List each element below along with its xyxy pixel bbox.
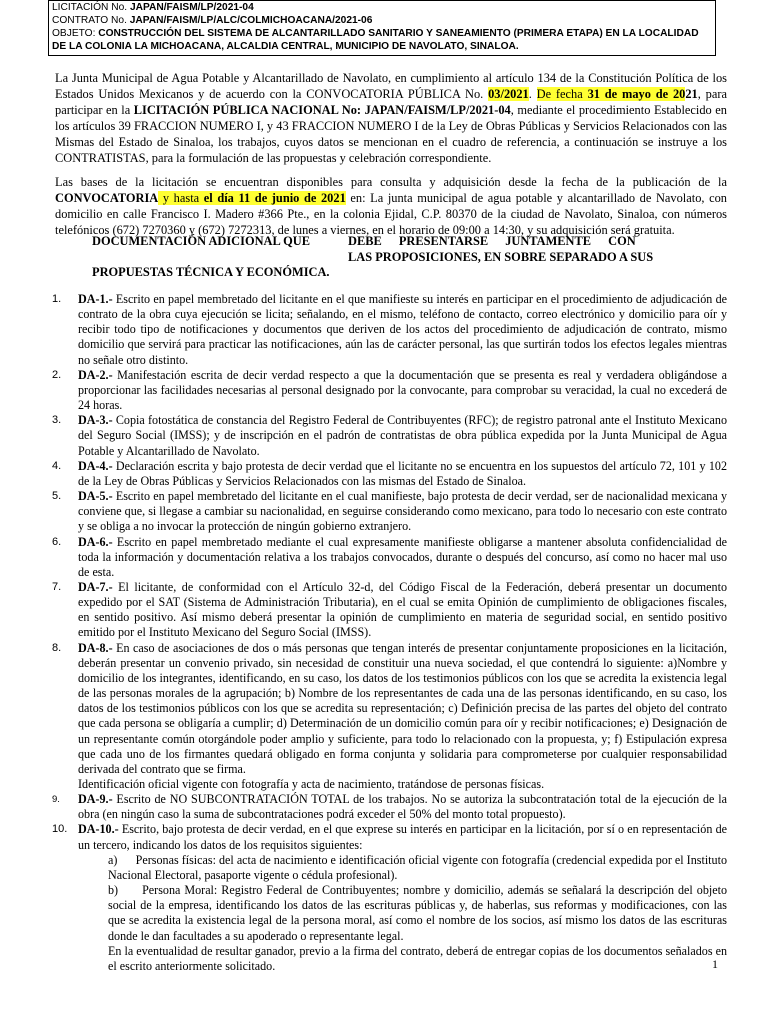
- hasta-text: y hasta: [158, 191, 204, 205]
- header-licitacion-label: LICITACIÓN No.: [52, 2, 128, 13]
- header-licitacion: [52, 1, 712, 14]
- bases-text-1: Las bases de la licitación se encuentran disponibles para consulta y adquisición desde la fecha de la publicación de la: [55, 175, 727, 189]
- item-text: Manifestación escrita de decir verdad respecto a que la documentación que se presenta es real y verdadera obligándose a proporcionar las facilidades necesarias al personal designado por la convocante, para comprobar su veracidad, la cual no excederá de 24 horas.: [78, 367, 727, 413]
- item-text: Escrito en papel membretado mediante el cual expresamente manifieste obligarse a mantener absoluta confidencialidad de toda la información y documentación relativa a los trabajos convocados, durante o después del concurso, así como no hacer mal uso de esta.: [78, 534, 727, 579]
- list-item: [52, 368, 727, 413]
- item-code: DA-1.-: [78, 292, 113, 306]
- item-number: 7.: [52, 580, 62, 593]
- list-item: [52, 641, 727, 793]
- item-text: Escrito en papel membretado del licitante en el cual manifieste, bajo protesta de decir verdad, ser de nacionalidad mexicana y conviene que, si llegase a cambiar su nacionalidad, en seguirse considerando como mexicano, para todo lo necesario con este contrato y se obliga a no invocar la protección de ningún gobierno extranjero.: [78, 489, 727, 534]
- deadline-date: el día 11 de junio de 2021: [203, 191, 346, 205]
- header-licitacion-value: JAPAN/FAISM/LP/2021-04: [129, 2, 254, 13]
- header-contrato-value: JAPAN/FAISM/LP/ALC/COLMICHOACANA/2021-06: [129, 15, 373, 26]
- item-code: DA-7.-: [78, 579, 113, 594]
- doc-adicional-right-2: LAS PROPOSICIONES, EN SOBRE SEPARADO A SUS: [348, 250, 654, 264]
- list-item: [52, 459, 727, 489]
- item-text: Escrito, bajo protesta de decir verdad, en el que exprese su interés en participar en la licitación, por sí o en representación de un tercero, indicando los datos de los requisitos siguientes:: [78, 822, 727, 852]
- bases-text-2: en: La junta municipal de agua potable y alcantarillado de Navolato, con domicilio en calle Francisco I. Madero #366 Pte., en la colonia Ejidal, C.P. 80370 de la ciudad de Navolato, Sinaloa, con números telefónicos (672) 7270360 y (672) 7272313, de lunes a viernes, en el horario de 09:00 a 14:30, y su adquisición será gratuita.: [55, 191, 727, 237]
- item-code: DA-8.-: [78, 640, 113, 655]
- item-number: 10.: [52, 823, 68, 836]
- item-text: Escrito en papel membretado del licitante en el que manifieste su interés en participar en el procedimiento de adjudicación de contrato de la obra cuya ejecución se licita; señalando, en el mismo, teléfono de contacto, correo electrónico y domicilio para oír y recibir todo tipo de notificaciones y documentos que deriven de los actos del procedimiento de adjudicación de contrato, mismo domicilio que servirá para practicar las notificaciones, aún las de carácter personal, las que surtirán todos los efectos legales mientras no señale otro distinto.: [78, 292, 727, 367]
- item-number: 1.: [52, 293, 62, 305]
- intro-text-3: , para participar en la: [55, 87, 727, 117]
- doc-adicional-left: DOCUMENTACIÓN ADICIONAL QUE: [92, 234, 311, 248]
- item-number: 8.: [52, 641, 62, 654]
- list-item: [52, 413, 727, 458]
- item-number: 5.: [52, 490, 62, 503]
- item-text: Declaración escrita y bajo protesta de decir verdad que el licitante no se encuentra en los supuestos del artículo 72, 101 y 102 de la Ley de Obras Públicas y Servicios Relacionados con las mismas del Estado de Sinaloa.: [78, 458, 727, 488]
- item-number: 9.: [52, 794, 60, 806]
- item-code: DA-3.-: [78, 413, 113, 428]
- doc-adicional-left-2: PROPUESTAS TÉCNICA Y ECONÓMICA.: [92, 265, 330, 279]
- item-code: DA-2.-: [78, 367, 113, 382]
- item10-sub-c: En la eventualidad de resultar ganador, previo a la firma del contrato, deberá de entregar copias de los documentos señalados en el escrito anteriormente solicitado.: [108, 943, 727, 973]
- intro-paragraph: [55, 70, 727, 166]
- item-number: 6.: [52, 535, 62, 548]
- list-item: [52, 792, 727, 822]
- item-code: DA-5.-: [78, 489, 113, 504]
- doc-adicional-right-1: DEBE PRESENTARSE JUNTAMENTE CON: [348, 234, 636, 248]
- list-item: [52, 535, 727, 580]
- item-code: DA-6.-: [78, 534, 113, 549]
- requirements-list: [52, 292, 727, 974]
- item-number: 3.: [52, 414, 62, 427]
- list-item: [52, 580, 727, 641]
- fecha-prefix: De fecha: [536, 87, 588, 101]
- header-contrato-label: CONTRATO No.: [52, 15, 127, 26]
- item-number: 2.: [52, 368, 62, 381]
- header-contrato: [52, 14, 712, 27]
- item-text: Copia fotostática de constancia del Registro Federal de Contribuyentes (RFC); de registro patronal ante el Instituto Mexicano del Seguro Social (IMSS); y de inscripción en el padrón de contratistas de obra pública expedida por la Junta Municipal de Agua Potable y Alcantarillado de Navolato.: [78, 413, 727, 458]
- item-code: DA-4.-: [78, 458, 113, 473]
- intro-text-1: La Junta Municipal de Agua Potable y Alcantarillado de Navolato, en cumplimiento al artículo 134 de la Constitución Política de los Estados Unidos Mexicanos y de acuerdo con la CONVOCATORIA PÚBLICA No.: [55, 71, 727, 101]
- header-box: [48, 0, 716, 56]
- header-objeto: [52, 27, 712, 53]
- fecha-date: 31 de mayo de 20: [587, 87, 686, 101]
- bases-paragraph: [55, 174, 727, 238]
- list-item: [52, 292, 727, 368]
- list-item: [52, 822, 727, 974]
- convocatoria-number: 03/2021: [488, 87, 529, 101]
- item-text: En caso de asociaciones de dos o más personas que tengan interés de presentar conjuntamente proposiciones en la licitación, deberán presentar un convenio privado, sin necesidad de constituir una nueva sociedad, el que contendrá lo siguiente: a)Nombre y domicilio de los integrantes, identificando, en su caso, los datos de los testimonios públicos con los que se acredita la existencia legal de las personas morales de la agrupación; b) Nombre de los representantes de cada una de las personas identificando, en su caso, los datos de los testimonios públicos con los que se acredita su representación; c) Definición precisa de las partes del objeto del contrato que cada persona se obligaría a cumplir; d) Determinación de un domicilio común para oír y recibir notificaciones; e) Designación de un representante común otorgándole poder amplio y suficiente, para todo lo relacionado con la propuesta, y; f) Estipulación expresa que cada uno de los firmantes quedará obligado en forma conjunta y solidaria para comprometerse por cualquier responsabilidad derivada del contrato que se firma.: [78, 640, 727, 776]
- item-text: El licitante, de conformidad con el Artículo 32-d, del Código Fiscal de la Federación, deberá presentar un documento expedido por el SAT (Sistema de Administración Tributaria), en el cual se emita Opinión de cumplimiento de obligaciones fiscales, en sentido positivo. Así mismo deberá presentar la opinión de cumplimiento en materia de seguridad social, en sentido positivo emitido por el Instituto Mexicano del Seguro Social (IMSS).: [78, 579, 727, 640]
- item-text: Escrito de NO SUBCONTRATACIÓN TOTAL de los trabajos. No se autoriza la subcontratación total de la ejecución de la obra (en ningún caso la suma de subcontrataciones podrá exceder el 50% del monto total propuesto).: [78, 792, 727, 822]
- item10-sub-b: b) Persona Moral: Registro Federal de Contribuyentes; nombre y domicilio, además se señalará la descripción del objeto social de la empresa, identificando los datos de las escrituras públicas y, de haberlas, sus reformas y modificaciones, con las que se acredita la existencia legal de la persona moral, así como el nombre de los socios, así mismo los datos de las escrituras donde le dan facultades a su apoderado o representante legal.: [108, 883, 727, 943]
- header-objeto-label: OBJETO:: [52, 28, 96, 39]
- item-number: 4.: [52, 459, 62, 472]
- item-code: DA-9.-: [78, 792, 113, 807]
- licitacion-reference: LICITACIÓN PÚBLICA NACIONAL No: JAPAN/FAISM/LP/2021-04: [133, 103, 511, 117]
- item10-sub-a: a) Personas físicas: del acta de nacimiento e identificación oficial vigente con fotografía (credencial expedida por el Instituto Nacional Electoral, pasaporte vigente o cédula profesional).: [108, 852, 727, 882]
- page-number: 1: [712, 957, 718, 971]
- fecha-year-end: 21: [685, 87, 698, 101]
- intro-text-4: , mediante el procedimiento Establecido en los artículos 39 FRACCION NUMERO I, y 43 FRACCION NUMERO I de la Ley de Obras Públicas y Servicios Relacionados con las Mismas del Estado de Sinaloa, los trabajos, cuyos datos se mencionan en el cuadro de referencia, a continuación se instruye a los CONTRATISTAS, para la formulación de las propuestas y celebración correspondiente.: [55, 103, 727, 165]
- item-extra-text: Identificación oficial vigente con fotografía y acta de nacimiento, tratándose de personas físicas.: [78, 777, 545, 791]
- convocatoria-word: CONVOCATORIA: [55, 191, 159, 205]
- intro-text-2: .: [528, 87, 537, 101]
- list-item: [52, 489, 727, 534]
- header-objeto-value: CONSTRUCCIÓN DEL SISTEMA DE ALCANTARILLADO SANITARIO Y SANEAMIENTO (PRIMERA ETAPA) EN LA LOCALIDAD DE LA COLONIA LA MICHOACANA, ALCALDIA CENTRAL, MUNICIPIO DE NAVOLATO, SINALOA.: [52, 28, 699, 52]
- item-code: DA-10.-: [78, 822, 119, 837]
